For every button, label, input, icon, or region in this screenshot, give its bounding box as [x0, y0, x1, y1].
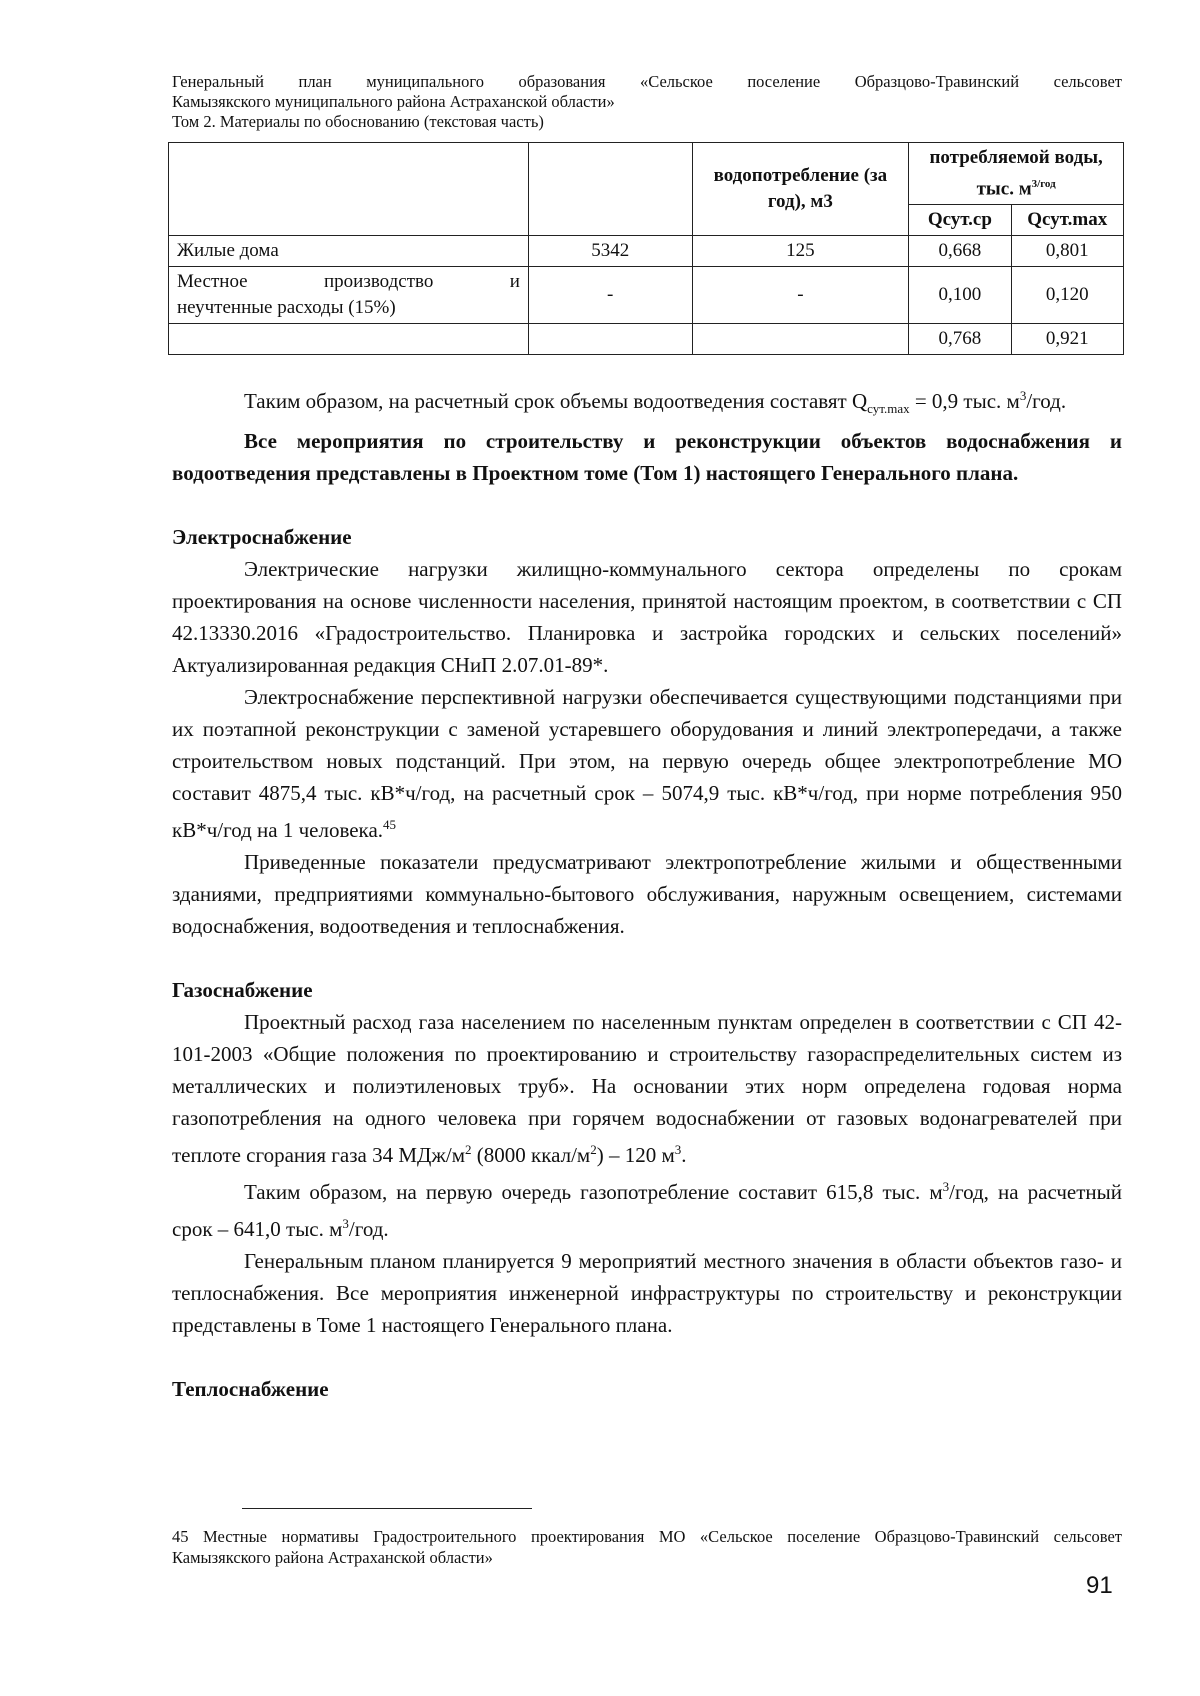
body-text	[172, 380, 1122, 1405]
table-row-total	[169, 324, 1124, 355]
paragraph-drainage-volume: Таким образом, на расчетный срок объемы водоотведения составят $Q_{сут.max} = 0,9$ тыс. $м^3$/год.	[244, 388, 1067, 417]
paragraph-water-measures: Все мероприятия по строительству и реконструкции объектов водоснабжения и водоотведения представлены в Проектном томе (Том 1) настоящего Генерального плана.	[172, 429, 1122, 486]
table-cell: 5342	[528, 236, 692, 267]
table-cell: 0,801	[1011, 236, 1124, 267]
heading-heat-supply: Теплоснабжение	[172, 1377, 329, 1402]
table-header-cell-empty	[528, 143, 692, 236]
water-consumption-table	[168, 142, 1124, 355]
paragraph-gas-consumption: Таким образом, на первую очередь газопотребление составит 615,8 тыс. $м^3$/год, на расчетный срок – 641,0 тыс. $м^3$/год.	[172, 1179, 1122, 1242]
heading-power-supply: Электроснабжение	[172, 525, 352, 550]
table-header-consumed-water: потребляемой воды, тыс. $м^{3/год}$	[909, 143, 1124, 205]
header-line-3: Том 2. Материалы по обоснованию (текстовая часть)	[172, 112, 544, 131]
footnote-separator	[242, 1508, 532, 1509]
header-line-2: Камызякского муниципального района Астраханской области»	[172, 92, 615, 111]
table-cell: 125	[692, 236, 909, 267]
table-header-water-use: водопотребление (за год), м3	[692, 143, 909, 236]
table-cell: 0,100	[909, 267, 1011, 324]
paragraph-power-loads: Электрические нагрузки жилищно-коммунального сектора определены по срокам проектирования на основе численности населения, принятой настоящим проектом, в соответствии с СП 42.13330.2016 «Градостроительство. Планировка и застройка городских и сельских поселений» Актуализированная редакция СНиП 2.07.01-89*.	[172, 557, 1122, 678]
paragraph-power-indicators: Приведенные показатели предусматривают электропотребление жилыми и общественными зданиями, предприятиями коммунально-бытового обслуживания, наружным освещением, системами водоснабжения, водоотведения и теплоснабжения.	[172, 850, 1122, 939]
paragraph-gas-measures: Генеральным планом планируется 9 мероприятий местного значения в области объектов газо- и теплоснабжения. Все мероприятия инженерной инфраструктуры по строительству и реконструкции представлены в Томе 1 настоящего Генерального плана.	[172, 1249, 1122, 1338]
table-header-row	[169, 143, 1124, 205]
table-row	[169, 236, 1124, 267]
table-cell	[528, 324, 692, 355]
header-line-1: Генеральный план муниципального образования «Сельское поселение Образцово-Травинский сельсовет	[172, 72, 1122, 91]
table-cell: 0,921	[1011, 324, 1124, 355]
table-header-cell-empty	[169, 143, 529, 236]
table-header-qmax: Qсут.max	[1011, 205, 1124, 236]
table-row	[169, 267, 1124, 324]
table-cell-name: Местное производство и неучтенные расходы (15%)	[169, 267, 529, 324]
page-number: 91	[1086, 1572, 1113, 1599]
table-cell: 0,668	[909, 236, 1011, 267]
table-cell: -	[528, 267, 692, 324]
table-cell-name	[169, 324, 529, 355]
table-cell: 0,120	[1011, 267, 1124, 324]
footnote-45: 45 Местные нормативы Градостроительного проектирования МО «Сельское поселение Образцово-Травинский сельсовет Камызякского района Астраханской области»	[172, 1527, 1122, 1567]
table-cell: -	[692, 267, 909, 324]
table-header-qavg: Qсут.ср	[909, 205, 1011, 236]
paragraph-power-supply: Электроснабжение перспективной нагрузки обеспечивается существующими подстанциями при их поэтапной реконструкции с заменой устаревшего оборудования и линий электропередачи, а также строительством новых подстанций. При этом, на первую очередь общее электропотребление МО составит 4875,4 тыс. кВ*ч/год, на расчетный срок – 5074,9 тыс. кВ*ч/год, при норме потребления 950 кВ*ч/год на 1 человека.$^{45}$	[172, 685, 1122, 843]
paragraph-gas-norms: Проектный расход газа населением по населенным пунктам определен в соответствии с СП 42-101-2003 «Общие положения по проектированию и строительству газораспределительных систем из металлических и полиэтиленовых труб». На основании этих норм определена годовая норма газопотребления на одного человека при горячем водоснабжении от газовых водонагревателей при теплоте сгорания газа 34 МДж/$м^2$ (8000 ккал/$м^2) - 120$ $м^3$.	[172, 1010, 1122, 1168]
table-cell	[692, 324, 909, 355]
running-header	[172, 72, 1122, 132]
table-cell-name: Жилые дома	[169, 236, 529, 267]
table-cell: 0,768	[909, 324, 1011, 355]
heading-gas-supply: Газоснабжение	[172, 978, 313, 1003]
footnote-ref: 45	[383, 817, 397, 833]
